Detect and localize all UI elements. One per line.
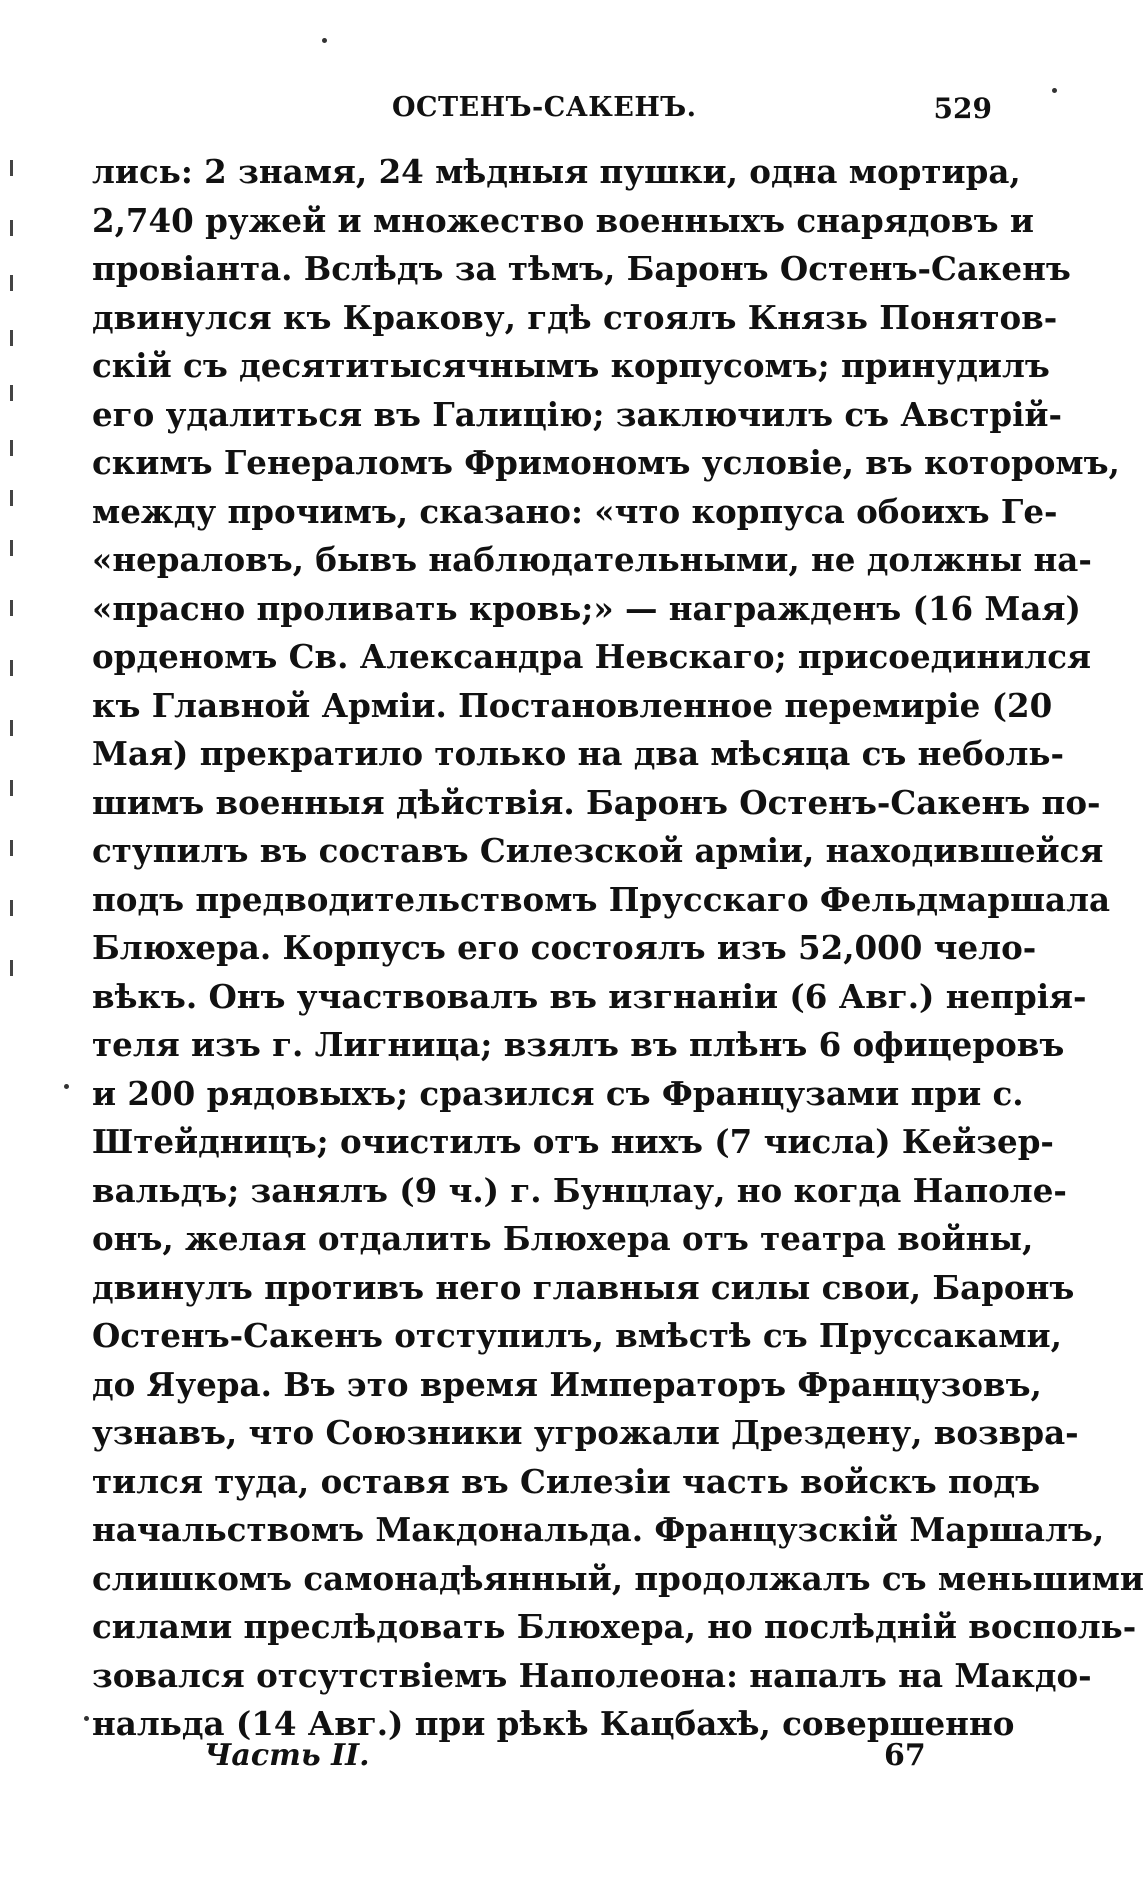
margin-tick [10,780,13,796]
text-line: начальствомъ Макдональда. Французскій Маршалъ, [92,1510,1105,1549]
margin-tick [10,385,13,401]
text-line: слишкомъ самонадѣянный, продолжалъ съ меньшими [92,1558,1144,1598]
margin-tick [10,600,13,616]
margin-tick [10,660,13,676]
text-line: и 200 рядовыхъ; сразился съ Французами при с. [92,1073,1024,1113]
text-line: «прасно проливать кровь;» — награжденъ (16 Мая) [92,588,1081,628]
page-number: 529 [933,92,992,125]
volume-part-label: Часть II. [204,1738,370,1773]
text-line: провіанта. Вслѣдъ за тѣмъ, Баронъ Остенъ-Сакенъ [92,249,1071,288]
text-line: онъ, желая отдалить Блюхера отъ театра войны, [92,1219,1034,1258]
margin-tick [10,720,13,736]
text-line: скимъ Генераломъ Фримономъ условіе, въ которомъ, [92,443,1120,482]
text-line: ступилъ въ составъ Силезской арміи, находившейся [92,831,1104,870]
text-line: двинулъ противъ него главныя силы свои, Баронъ [92,1267,1075,1307]
print-speck [84,1716,89,1721]
text-line: 2,740 ружей и множество военныхъ снарядовъ и [92,200,1034,240]
text-line: Блюхера. Корпусъ его состоялъ изъ 52,000 чело- [92,928,1037,967]
margin-tick [10,440,13,456]
text-line: Мая) прекратило только на два мѣсяца съ неболь- [92,734,1064,773]
text-line: его удалиться въ Галицію; заключилъ съ Австрій- [92,394,1063,434]
text-line: нальда (14 Авг.) при рѣкѣ Кацбахѣ, совершенно [92,1704,1015,1743]
body-text [92,148,1144,1749]
text-line: лись: 2 знамя, 24 мѣдныя пушки, одна мортира, [92,152,1021,191]
text-line: «нераловъ, бывъ наблюдательными, не должны на- [92,540,1092,579]
text-line: узнавъ, что Союзники угрожали Дрездену, возвра- [92,1413,1079,1452]
text-line: шимъ военныя дѣйствія. Баронъ Остенъ-Сакенъ по- [92,782,1101,822]
text-line: вѣкъ. Онъ участвовалъ въ изгнаніи (6 Авг.) непрія- [92,976,1087,1016]
signature-mark: 67 [884,1738,926,1773]
text-line: вальдъ; занялъ (9 ч.) г. Бунцлау, но когда Наполе- [92,1170,1067,1210]
margin-tick [10,840,13,856]
page-footer [92,1738,996,1782]
text-line: орденомъ Св. Александра Невскаго; присоединился [92,637,1092,676]
margin-tick [10,960,13,976]
text-line: Остенъ-Сакенъ отступилъ, вмѣстѣ съ Пруссаками, [92,1316,1062,1355]
margin-tick [10,275,13,291]
text-line: тился туда, оставя въ Силезіи часть войскъ подъ [92,1461,1041,1501]
margin-tick [10,160,13,176]
text-line: между прочимъ, сказано: «что корпуса обоихъ Ге- [92,491,1058,531]
text-line: силами преслѣдовать Блюхера, но послѣдній восполь- [92,1607,1137,1646]
margin-tick [10,540,13,556]
text-line: къ Главной Арміи. Постановленное перемиріе (20 [92,685,1053,725]
margin-tick [10,330,13,346]
print-speck [64,1084,69,1089]
text-line: теля изъ г. Лигница; взялъ въ плѣнъ 6 офицеровъ [92,1025,1065,1064]
running-title: ОСТЕНЪ-САКЕНЪ. [392,92,697,123]
text-line: скій съ десятитысячнымъ корпусомъ; принудилъ [92,346,1050,385]
text-line: двинулся къ Кракову, гдѣ стоялъ Князь Понятов- [92,297,1058,337]
left-margin-marks [6,160,20,980]
margin-tick [10,490,13,506]
margin-tick [10,900,13,916]
running-header [92,92,992,132]
text-line: до Яуера. Въ это время Императоръ Французовъ, [92,1364,1042,1404]
print-speck [1052,88,1057,93]
text-line: Штейдницъ; очистилъ отъ нихъ (7 числа) Кейзер- [92,1122,1054,1161]
print-speck [322,38,327,43]
text-line: подъ предводительствомъ Прусскаго Фельдмаршала [92,879,1111,919]
margin-tick [10,220,13,236]
text-line: зовался отсутствіемъ Наполеона: напалъ на Макдо- [92,1655,1092,1695]
